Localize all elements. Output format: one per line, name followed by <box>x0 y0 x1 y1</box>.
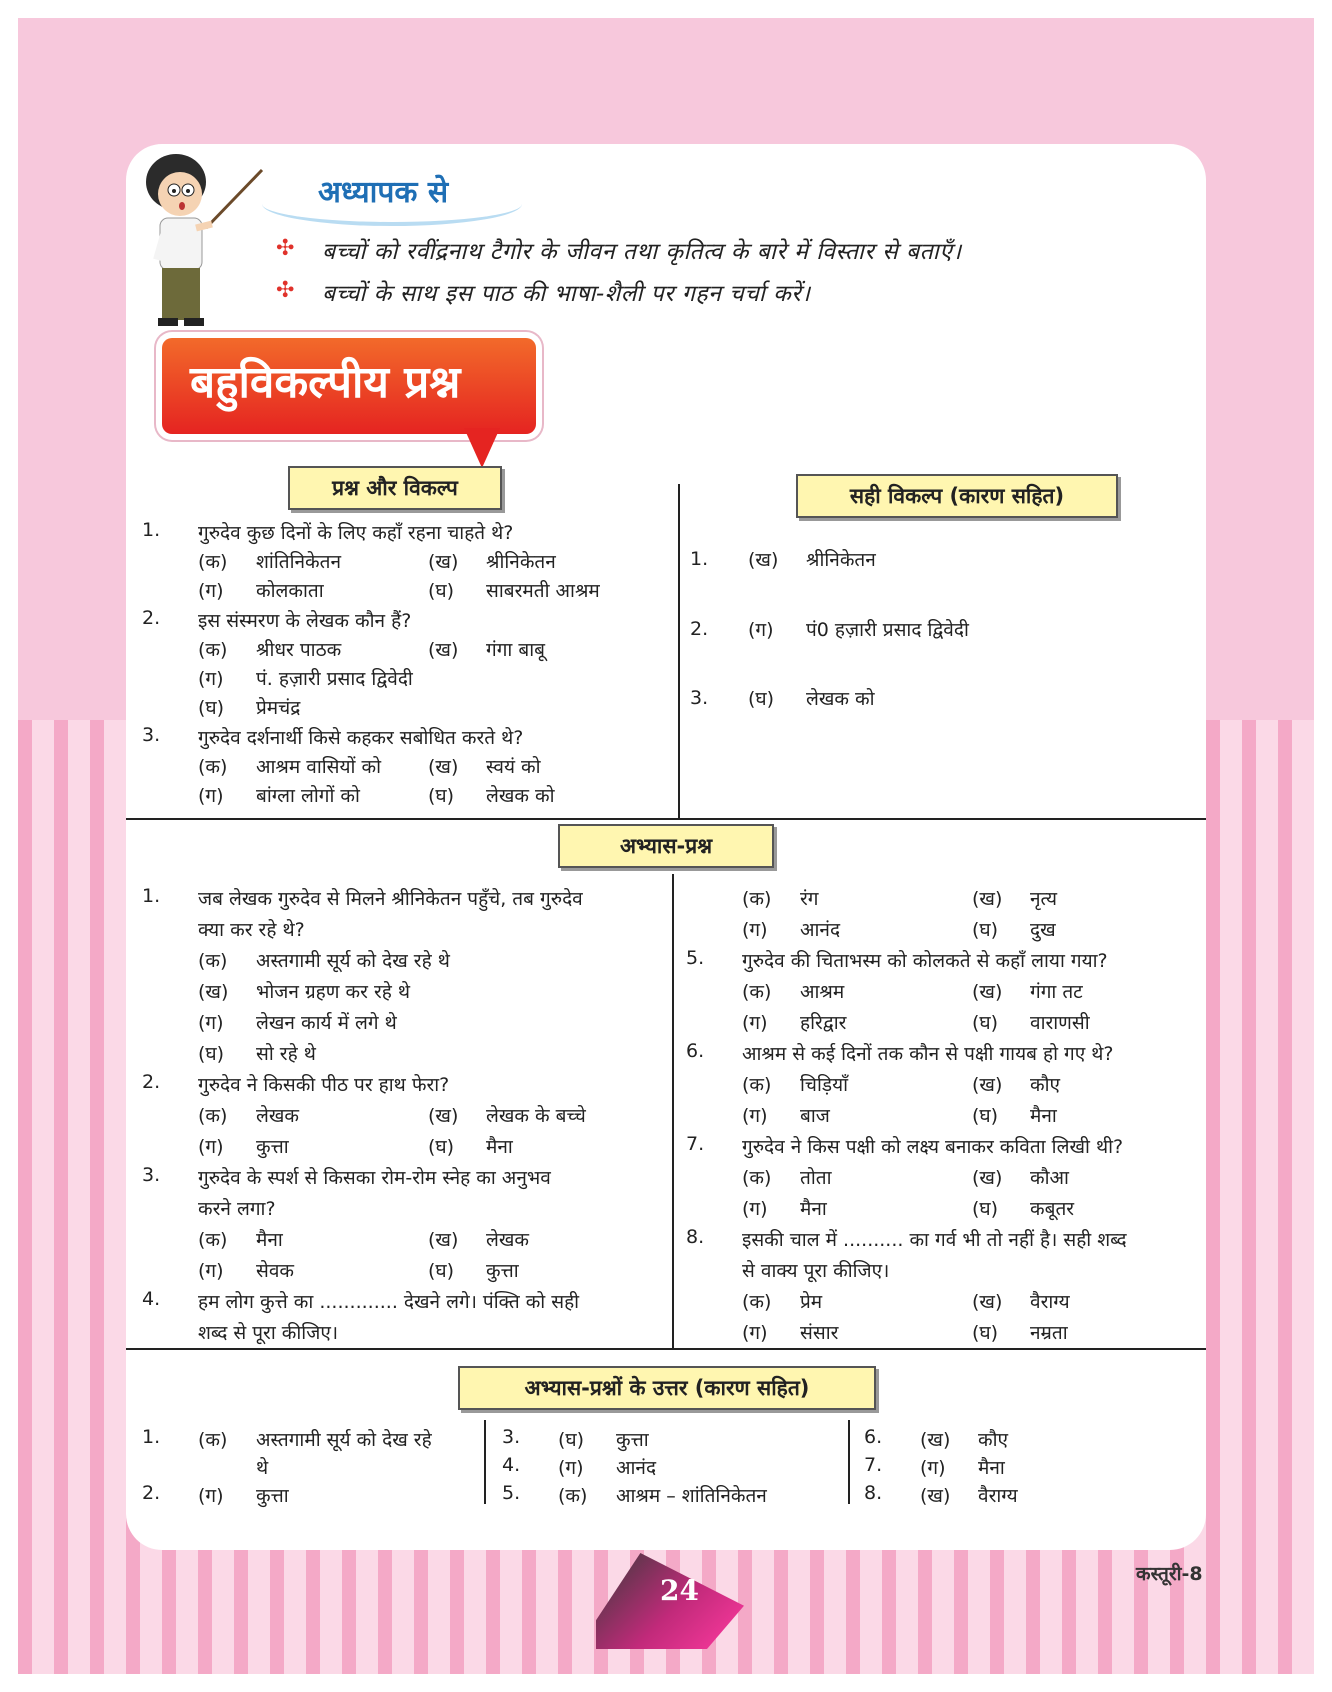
answer-number: 1. <box>690 548 709 570</box>
column-divider <box>672 874 674 1348</box>
answer-option: (ख) <box>920 1429 951 1451</box>
option-text: प्रेम <box>800 1291 823 1313</box>
option-text: कोलकाता <box>256 580 324 602</box>
answer-option: (ख) <box>748 549 779 571</box>
option-label: (क) <box>198 639 228 661</box>
option-text: लेखक <box>486 1229 530 1251</box>
option-label: (ख) <box>972 1291 1003 1313</box>
option-label: (घ) <box>428 580 455 602</box>
option-label: (ख) <box>428 756 459 778</box>
option-label: (ग) <box>198 1136 224 1158</box>
column-divider <box>484 1420 486 1504</box>
option-label: (क) <box>742 1167 772 1189</box>
question-text: गुरुदेव के स्पर्श से किसका रोम-रोम स्नेह का अनुभव <box>198 1167 551 1189</box>
option-label: (ख) <box>198 981 229 1003</box>
question-number: 2. <box>142 607 161 629</box>
option-label: (घ) <box>972 1322 999 1344</box>
option-label: (ग) <box>198 1260 224 1282</box>
option-text: दुख <box>1030 919 1056 941</box>
answer-number: 5. <box>502 1482 521 1504</box>
option-label: (ग) <box>198 668 224 690</box>
option-label: (क) <box>198 756 228 778</box>
tip-bullet-icon: ✣ <box>276 278 295 303</box>
option-label: (ग) <box>742 919 768 941</box>
question-text: गुरुदेव दर्शनार्थी किसे कहकर सबोधित करते थे? <box>198 727 524 749</box>
answer-text: आश्रम – शांतिनिकेतन <box>616 1485 767 1507</box>
option-text: लेखन कार्य में लगे थे <box>256 1012 397 1034</box>
option-label: (घ) <box>428 1136 455 1158</box>
tip-bullet-icon: ✣ <box>276 236 295 261</box>
question-text: करने लगा? <box>198 1198 276 1220</box>
option-text: भोजन ग्रहण कर रहे थे <box>256 981 410 1003</box>
option-text: रंग <box>800 888 819 910</box>
option-label: (घ) <box>972 1105 999 1127</box>
answer-option: (क) <box>558 1485 588 1507</box>
question-text: शब्द से पूरा कीजिए। <box>198 1322 339 1344</box>
answer-option: (घ) <box>748 688 775 710</box>
question-text: से वाक्य पूरा कीजिए। <box>742 1260 890 1282</box>
option-label: (घ) <box>198 1043 225 1065</box>
question-text: हम लोग कुत्ते का ............. देखने लगे। पंक्ति को सही <box>198 1291 580 1313</box>
option-text: आश्रम वासियों को <box>256 756 382 778</box>
answer-number: 3. <box>502 1426 521 1448</box>
option-text: श्रीधर पाठक <box>256 639 342 661</box>
option-text: नृत्य <box>1030 888 1058 910</box>
option-text: गंगा बाबू <box>486 639 545 661</box>
question-text: जब लेखक गुरुदेव से मिलने श्रीनिकेतन पहुँचे, तब गुरुदेव <box>198 888 583 910</box>
answer-option: (ग) <box>198 1485 224 1507</box>
option-label: (क) <box>198 950 228 972</box>
answer-text: आनंद <box>616 1457 657 1479</box>
answer-text: वैराग्य <box>978 1485 1018 1507</box>
option-text: संसार <box>800 1322 839 1344</box>
option-label: (क) <box>198 1229 228 1251</box>
question-text: इस संस्मरण के लेखक कौन हैं? <box>198 610 412 632</box>
option-text: अस्तगामी सूर्य को देख रहे थे <box>256 950 450 972</box>
answer-number: 2. <box>142 1482 161 1504</box>
section-divider <box>126 1348 1206 1350</box>
option-label: (क) <box>742 981 772 1003</box>
option-label: (क) <box>742 1291 772 1313</box>
option-text: स्वयं को <box>486 756 541 778</box>
option-label: (क) <box>198 551 228 573</box>
question-text: गुरुदेव ने किसकी पीठ पर हाथ फेरा? <box>198 1074 450 1096</box>
option-text: श्रीनिकेतन <box>486 551 556 573</box>
option-text: नम्रता <box>1030 1322 1068 1344</box>
answer-number: 6. <box>864 1426 883 1448</box>
option-label: (घ) <box>972 919 999 941</box>
option-text: साबरमती आश्रम <box>486 580 600 602</box>
answers-heading: अभ्यास-प्रश्नों के उत्तर (कारण सहित) <box>458 1366 876 1410</box>
option-label: (ख) <box>428 639 459 661</box>
question-text: गुरुदेव कुछ दिनों के लिए कहाँ रहना चाहते थे? <box>198 522 514 544</box>
answer-text: कौए <box>978 1429 1009 1451</box>
answer-number: 3. <box>690 687 709 709</box>
option-label: (ख) <box>428 1229 459 1251</box>
answer-number: 2. <box>690 618 709 640</box>
option-label: (ग) <box>198 785 224 807</box>
answer-option: (क) <box>198 1429 228 1451</box>
question-number: 8. <box>686 1226 705 1248</box>
answer-text: अस्तगामी सूर्य को देख रहे <box>256 1429 432 1451</box>
option-label: (घ) <box>428 1260 455 1282</box>
answer-number: 1. <box>142 1426 161 1448</box>
option-text: मैना <box>1030 1105 1057 1127</box>
option-label: (क) <box>198 1105 228 1127</box>
answer-text: कुत्ता <box>616 1429 649 1451</box>
option-text: आश्रम <box>800 981 845 1003</box>
option-label: (ख) <box>972 981 1003 1003</box>
answer-text: मैना <box>978 1457 1005 1479</box>
option-text: मैना <box>800 1198 827 1220</box>
answer-option: (ग) <box>558 1457 584 1479</box>
question-number: 4. <box>142 1288 161 1310</box>
option-text: गंगा तट <box>1030 981 1083 1003</box>
option-text: चिड़ियाँ <box>800 1074 849 1096</box>
question-text: आश्रम से कई दिनों तक कौन से पक्षी गायब हो गए थे? <box>742 1043 1114 1065</box>
question-text: गुरुदेव ने किस पक्षी को लक्ष्य बनाकर कविता लिखी थी? <box>742 1136 1124 1158</box>
banner-title: बहुविकल्पीय प्रश्न <box>190 357 461 408</box>
option-text: कौए <box>1030 1074 1061 1096</box>
option-text: प्रेमचंद्र <box>256 697 301 719</box>
teacher-tip: बच्चों को रवींद्रनाथ टैगोर के जीवन तथा कृतित्व के बारे में विस्तार से बताएँ। <box>322 239 962 265</box>
option-text: बाज <box>800 1105 830 1127</box>
option-text: वाराणसी <box>1030 1012 1090 1034</box>
mcq-answers-heading: सही विकल्प (कारण सहित) <box>796 474 1118 518</box>
option-label: (ख) <box>972 1167 1003 1189</box>
option-text: कुत्ता <box>486 1260 519 1282</box>
answer-number: 8. <box>864 1482 883 1504</box>
banner-tail <box>464 428 500 468</box>
answer-option: (ग) <box>920 1457 946 1479</box>
option-text: पं. हज़ारी प्रसाद द्विवेदी <box>256 668 413 690</box>
book-title: कस्तूरी-8 <box>1136 1563 1203 1585</box>
option-label: (घ) <box>198 697 225 719</box>
option-text: सेवक <box>256 1260 295 1282</box>
option-label: (ख) <box>972 1074 1003 1096</box>
answer-number: 4. <box>502 1454 521 1476</box>
column-divider <box>678 484 680 818</box>
question-text: इसकी चाल में .......... का गर्व भी तो नहीं है। सही शब्द <box>742 1229 1127 1251</box>
option-text: हरिद्वार <box>800 1012 847 1034</box>
option-text: बांग्ला लोगों को <box>256 785 360 807</box>
question-number: 3. <box>142 1164 161 1186</box>
page-number: 24 <box>660 1574 699 1607</box>
option-text: लेखक को <box>486 785 555 807</box>
option-label: (ग) <box>742 1105 768 1127</box>
option-label: (ग) <box>742 1012 768 1034</box>
question-number: 5. <box>686 947 705 969</box>
option-label: (ग) <box>742 1322 768 1344</box>
practice-heading: अभ्यास-प्रश्न <box>558 824 774 868</box>
option-label: (ग) <box>198 580 224 602</box>
answer-option: (ग) <box>748 619 774 641</box>
teacher-illustration <box>136 148 266 334</box>
question-number: 7. <box>686 1133 705 1155</box>
section-divider <box>126 818 1206 820</box>
answer-number: 7. <box>864 1454 883 1476</box>
option-text: मैना <box>256 1229 283 1251</box>
option-text: लेखक <box>256 1105 300 1127</box>
option-label: (घ) <box>428 785 455 807</box>
option-text: कुत्ता <box>256 1136 289 1158</box>
option-label: (ख) <box>428 551 459 573</box>
answer-text: लेखक को <box>806 688 875 710</box>
answer-text: श्रीनिकेतन <box>806 549 876 571</box>
option-text: कबूतर <box>1030 1198 1075 1220</box>
column-divider <box>848 1420 850 1504</box>
question-number: 3. <box>142 724 161 746</box>
option-text: सो रहे थे <box>256 1043 316 1065</box>
option-label: (क) <box>742 888 772 910</box>
option-text: वैराग्य <box>1030 1291 1070 1313</box>
option-text: शांतिनिकेतन <box>256 551 342 573</box>
answer-text: कुत्ता <box>256 1485 289 1507</box>
answer-text: पं0 हज़ारी प्रसाद द्विवेदी <box>806 619 969 641</box>
option-text: मैना <box>486 1136 513 1158</box>
answer-option: (घ) <box>558 1429 585 1451</box>
teacher-tip: बच्चों के साथ इस पाठ की भाषा-शैली पर गहन चर्चा करें। <box>322 281 811 307</box>
question-number: 1. <box>142 885 161 907</box>
question-text: क्या कर रहे थे? <box>198 919 305 941</box>
option-text: तोता <box>800 1167 832 1189</box>
option-text: कौआ <box>1030 1167 1069 1189</box>
question-number: 6. <box>686 1040 705 1062</box>
question-number: 2. <box>142 1071 161 1093</box>
mcq-heading: प्रश्न और विकल्प <box>288 466 502 510</box>
teacher-heading: अध्यापक से <box>318 175 449 210</box>
option-label: (ग) <box>198 1012 224 1034</box>
option-label: (घ) <box>972 1012 999 1034</box>
option-label: (ख) <box>428 1105 459 1127</box>
answer-text: थे <box>256 1457 269 1479</box>
question-text: गुरुदेव की चिताभस्म को कोलकते से कहाँ लाया गया? <box>742 950 1108 972</box>
option-text: लेखक के बच्चे <box>486 1105 586 1127</box>
option-label: (ग) <box>742 1198 768 1220</box>
option-label: (ख) <box>972 888 1003 910</box>
question-number: 1. <box>142 519 161 541</box>
answer-option: (ख) <box>920 1485 951 1507</box>
option-label: (क) <box>742 1074 772 1096</box>
option-label: (घ) <box>972 1198 999 1220</box>
option-text: आनंद <box>800 919 841 941</box>
